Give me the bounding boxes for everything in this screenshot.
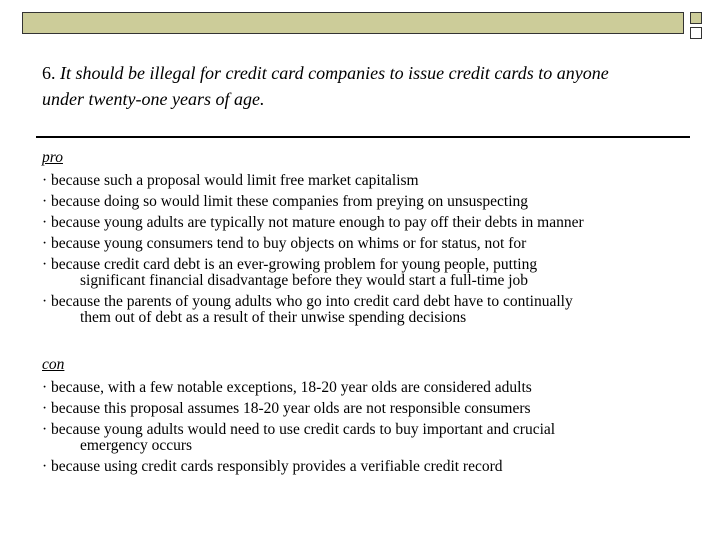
title-bar-decoration — [22, 12, 684, 34]
con-item-text: · because young adults would need to use credit cards to buy important and crucial — [42, 421, 556, 438]
con-item-text: · because, with a few notable exceptions, 18-20 year olds are considered adults — [42, 379, 532, 396]
con-item — [42, 459, 692, 475]
pro-item-text: · because young adults are typically not mature enough to pay off their debts in manner — [42, 214, 584, 231]
corner-square-upper — [690, 12, 702, 24]
pro-item-text: · because the parents of young adults who go into credit card debt have to continually — [42, 293, 573, 310]
pro-item-text: · because young consumers tend to buy objects on whims or for status, not for — [42, 235, 527, 252]
pro-item-text: · because such a proposal would limit free market capitalism — [42, 172, 419, 189]
question-text-line-2: under twenty-one years of age. — [42, 89, 265, 109]
pro-item-text: · because doing so would limit these companies from preying on unsuspecting — [42, 193, 529, 210]
pro-item — [42, 194, 692, 210]
pro-item — [42, 236, 692, 252]
question-number: 6. — [42, 63, 56, 83]
pro-item — [42, 294, 692, 326]
con-item — [42, 380, 692, 396]
con-item-text: · because this proposal assumes 18-20 year olds are not responsible consumers — [42, 400, 531, 417]
pro-item-text: · because credit card debt is an ever-growing problem for young people, putting — [42, 256, 538, 273]
pro-item-continuation: significant financial disadvantage before they would start a full-time job — [80, 272, 529, 289]
pro-heading: pro — [42, 149, 63, 166]
con-section — [42, 355, 692, 475]
con-item-text: · because using credit cards responsibly provides a verifiable credit record — [42, 458, 503, 475]
con-item — [42, 422, 692, 454]
question-title — [42, 60, 692, 112]
divider-rule — [36, 136, 690, 138]
question-text-line-1: It should be illegal for credit card companies to issue credit cards to anyone — [60, 63, 609, 83]
pro-item-continuation: them out of debt as a result of their unwise spending decisions — [80, 309, 467, 326]
question-line-1 — [42, 60, 692, 86]
con-item — [42, 401, 692, 417]
con-heading: con — [42, 356, 65, 373]
pro-section — [42, 148, 692, 326]
pro-item — [42, 173, 692, 189]
pro-item — [42, 257, 692, 289]
corner-square-lower — [690, 27, 702, 39]
pro-item — [42, 215, 692, 231]
con-item-continuation: emergency occurs — [80, 437, 193, 454]
